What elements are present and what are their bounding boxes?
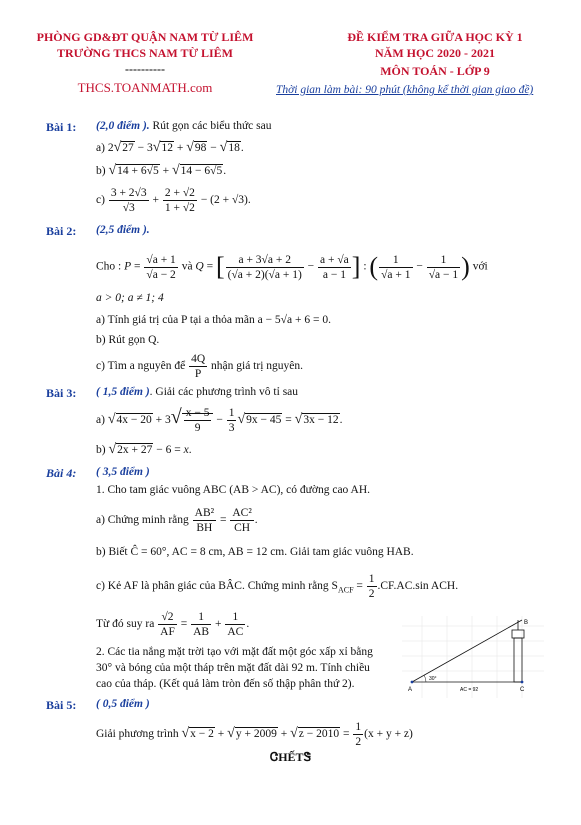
bai2-c: c) Tìm a nguyên để $\frac{4Q}{P}$ nhận giá trị nguyên. <box>96 353 304 380</box>
bai3-intro: . Giải các phương trình vô tỉ sau <box>149 386 299 398</box>
label-b: B <box>524 620 529 626</box>
angle-arc <box>424 675 426 682</box>
bai2-def: Cho : P = $\frac{√a + 1}{√a - 2}$ và Q = [ $\frac{a + 3√a + 2}{(√a + 2)(√a + 1)}$ − $\frac{a + √a}{a - 1}$ ] : ( $\frac{1}{√a + 1}$ − $\frac{1}{√a - 1}$ ) với <box>96 252 488 281</box>
figure-grid <box>402 616 544 698</box>
exam-title: ĐỀ KIỂM TRA GIỮA HỌC KỲ 1 <box>347 30 523 44</box>
bai4-tudo: Từ đó suy ra $\frac{√2}{AF}$ = $\frac{1}{AB}$ + $\frac{1}{AC}$ . <box>96 611 250 638</box>
bai4-p2a: 2. Các tia nắng mặt trời tạo với mặt đất một góc xấp xỉ bằng <box>96 646 373 658</box>
point-c <box>521 681 524 684</box>
bai1-a: a) 2√27 − 3√12 + √98 − √18. <box>96 140 244 155</box>
label-c: C <box>520 687 525 693</box>
bai3-points: ( 1,5 điểm ) <box>96 386 150 398</box>
point-a <box>411 681 414 684</box>
tower-body <box>514 638 522 682</box>
bai2-cond: a > 0; a ≠ 1; 4 <box>96 292 164 304</box>
sun-ray <box>412 620 522 682</box>
tower-figure <box>402 616 544 698</box>
site-link[interactable]: THCS.TOANMATH.com <box>77 80 213 95</box>
bai2-points: (2,5 điểm ). <box>96 224 150 236</box>
bai4-p1: 1. Cho tam giác vuông ABC (AB > AC), có đường cao AH. <box>96 484 371 496</box>
bai4-b: b) Biết Ĉ = 60°, AC = 8 cm, AB = 12 cm. Giải tam giác vuông HAB. <box>96 546 414 558</box>
bai4-c: c) Kẻ AF là phân giác của BÂC. Chứng minh rằng $S_{ACF}$ = $\frac{1}{2}$ .CF.AC.sin ACH. <box>96 573 459 600</box>
bai1-points: (2,0 điểm ). <box>96 120 150 132</box>
bai1-intro: Rút gọn các biểu thức sau <box>149 120 272 132</box>
school-name: TRƯỜNG THCS NAM TỪ LIÊM <box>56 46 233 60</box>
bai4-p2c: cao của tháp. (Kết quả làm tròn đến số thập phân thứ 2). <box>96 678 355 690</box>
bai4-a: a) Chứng minh rằng $\frac{\text{AB²}}{BH}$ = $\frac{\text{AC²}}{CH}$ . <box>96 507 258 534</box>
bai3-label: Bài 3: <box>46 386 77 400</box>
school-year: NĂM HỌC 2020 - 2021 <box>375 46 495 60</box>
bai1-label: Bài 1: <box>46 120 77 134</box>
bai2-a: a) Tính giá trị của P tại a thỏa mãn a − 5√a + 6 = 0. <box>96 314 331 326</box>
bai2-label: Bài 2: <box>46 224 77 238</box>
bai5-points: ( 0,5 điểm ) <box>96 698 150 710</box>
dept-name: PHÒNG GD&ĐT QUẬN NAM TỪ LIÊM <box>36 30 254 44</box>
bai4-points: ( 3,5 điểm ) <box>96 466 150 478</box>
label-ac: AC = 92 <box>460 687 479 693</box>
bai4-label: Bài 4: <box>46 466 77 480</box>
subject: MÔN TOÁN - LỚP 9 <box>380 64 490 78</box>
bai4-p2b: 30° và bóng của một tháp trên mặt đất dài 92 m. Tính chiều <box>96 662 370 674</box>
bai5-label: Bài 5: <box>46 698 77 712</box>
bai1-c: c) $\frac{3 + 2√3}{√3}$ + $\frac{2 + √2}{1 + √2}$ − (2 + √3). <box>96 187 251 214</box>
exam-time: Thời gian làm bài: 90 phút (không kể thời gian giao đề) <box>276 84 534 96</box>
end-marker: ᏣHẾTᏕ <box>269 750 312 764</box>
bai3-b: b) √2x + 27 − 6 = x. <box>96 442 192 457</box>
bai2-b: b) Rút gọn Q. <box>96 334 160 346</box>
header-dashes: ---------- <box>125 62 165 76</box>
bai3-a: a) √4x − 20 + 3√ $\frac{x - 5}{9}$ − $\frac{1}{3}$ √9x − 45 = √3x − 12. <box>96 406 343 434</box>
label-a: A <box>408 687 413 693</box>
bai1-b: b) √14 + 6√5 + √14 − 6√5. <box>96 163 227 178</box>
bai5-eq: Giải phương trình √x − 2 + √y + 2009 + √z − 2010 = $\frac{1}{2}$ (x + y + z) <box>96 721 413 748</box>
label-angle: 30° <box>429 676 437 682</box>
